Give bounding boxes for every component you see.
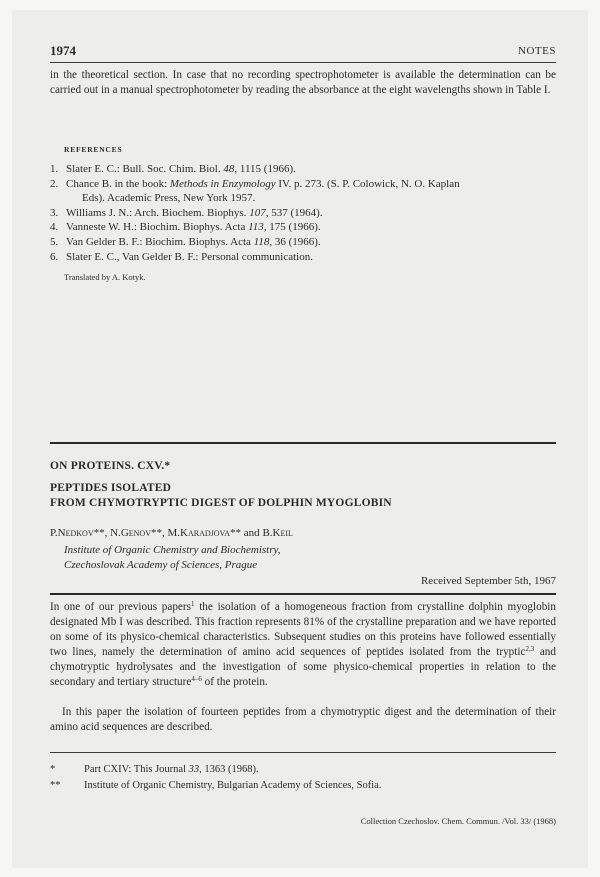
translator-credit: Translated by A. Kotyk. <box>64 272 146 282</box>
reference-item: 6. Slater E. C., Van Gelder B. F.: Personal communication. <box>50 250 313 263</box>
body-paragraph-1: In one of our previous papers$^1$ the isolation of a homogeneous fraction from crystalline dolphin myoglobin designated Mb I was described. This fraction represents 81% of the crystalline preparation and we have reported on some of its physico-chemical characteristics. Subsequent studies on this proteins have followed essentially two lines, namely the determination of amino acid sequences of peptides isolated from the tryptic$^{2,3}$ and chymotryptic hydrolysates and the investigation of some physico-chemical properties in relation to the secondary and tertiary structure$^{4-6}$ of the protein. <box>50 600 556 688</box>
page-number: 1974 <box>50 43 76 58</box>
journal-footer: Collection Czechoslov. Chem. Commun. /Vol. 33/ (1968) <box>360 816 556 826</box>
institute-line1: Institute of Organic Chemistry and Biochemistry, <box>64 544 281 556</box>
footnote-2: ** Institute of Organic Chemistry, Bulgarian Academy of Sciences, Sofia. <box>50 780 382 791</box>
footnote-rule <box>50 752 556 753</box>
reference-item: 4. Vanneste W. H.: Biochim. Biophys. Acta 113, 175 (1966). <box>50 221 321 234</box>
institute-line2: Czechoslovak Academy of Sciences, Prague <box>64 559 258 571</box>
reference-list <box>50 162 556 264</box>
article-series: ON PROTEINS. CXV.* <box>50 460 171 472</box>
intro-paragraph: in the theoretical section. In case that no recording spectrophotometer is available the determination can be carried out in a manual spectrophotometer by reading the absorbance at the eight wavelengths shown in Table I. <box>50 69 556 96</box>
received-date: Received September 5th, 1967 <box>420 575 556 587</box>
article-title-line2: FROM CHYMOTRYPTIC DIGEST OF DOLPHIN MYOGLOBIN <box>50 497 392 509</box>
journal-page <box>12 10 588 868</box>
article-title-line1: PEPTIDES ISOLATED <box>50 482 172 494</box>
abstract-rule <box>50 593 556 595</box>
reference-item: 1. Slater E. C.: Bull. Soc. Chim. Biol. 48, 1115 (1966). <box>50 163 296 175</box>
body-paragraph-2: In this paper the isolation of fourteen peptides from a chymotryptic digest and the determination of their amino acid sequences are described. <box>50 706 556 733</box>
reference-item: 5. Van Gelder B. F.: Biochim. Biophys. Acta 118, 36 (1966). <box>50 235 321 248</box>
header-rule <box>50 62 556 63</box>
article-rule <box>50 442 556 444</box>
references-title: REFERENCES <box>64 145 123 154</box>
footnote-1: * Part CXIV: This Journal 33, 1363 (1968). <box>50 764 259 775</box>
author-line: P.Nedkov**, N.Genov**, M.Karadjova** and B.Keil <box>50 527 293 539</box>
reference-item: 3. Williams J. N.: Arch. Biochem. Biophys. 107, 537 (1964). <box>50 206 323 219</box>
section-title: NOTES <box>518 45 556 57</box>
reference-item: 2. Chance B. in the book: Methods in Enzymology IV. p. 273. (S. P. Colowick, N. O. Kaplan Eds). Academic Press, New York 1957. <box>50 177 460 205</box>
